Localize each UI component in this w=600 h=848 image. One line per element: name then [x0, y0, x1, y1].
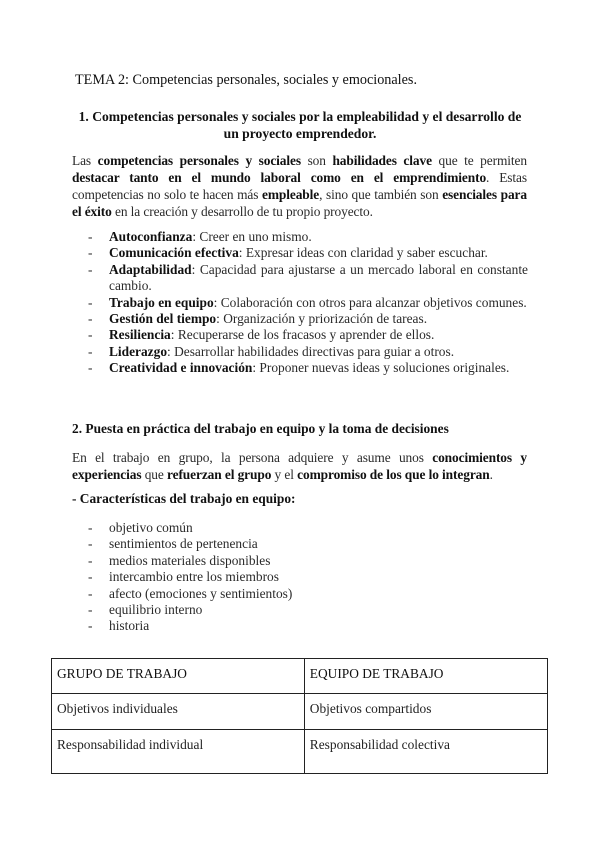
- dash-bullet: -: [88, 261, 93, 277]
- column-header: EQUIPO DE TRABAJO: [304, 659, 547, 694]
- competencies-list: [88, 229, 528, 377]
- intro-text: en la creación y desarrollo de tu propio proyecto.: [111, 204, 373, 219]
- characteristic-text: historia: [109, 618, 150, 634]
- intro-text: y el: [271, 467, 298, 482]
- intro-text: . Estas competencias no solo te hacen más: [72, 170, 527, 202]
- intro-text: que te permiten: [431, 153, 527, 168]
- list-item: [88, 245, 528, 261]
- characteristic-text: sentimientos de pertenencia: [109, 536, 258, 552]
- competency-term: Trabajo en equipo: [109, 294, 214, 310]
- competency-desc: : Creer en uno mismo.: [192, 229, 312, 244]
- intro-bold: habilidades clave: [332, 153, 432, 168]
- table-cell: Responsabilidad individual: [52, 730, 305, 774]
- intro-bold: refuerzan el grupo: [167, 467, 272, 482]
- list-item: [88, 295, 528, 311]
- section2-intro: [72, 449, 527, 483]
- list-item: [88, 536, 528, 552]
- list-item: [88, 311, 528, 327]
- intro-bold: conocimientos y experiencias: [72, 450, 527, 482]
- intro-text: que: [141, 467, 167, 482]
- competency-term: Liderazgo: [109, 343, 168, 359]
- characteristic-text: afecto (emociones y sentimientos): [109, 585, 293, 601]
- intro-bold: compromiso de los que lo integran: [297, 467, 490, 482]
- section1-heading: 1. Competencias personales y sociales por la empleabilidad y el desarrollo de un proyecto emprendedor.: [78, 109, 522, 141]
- list-item: [88, 586, 528, 602]
- table-cell: Responsabilidad colectiva: [304, 730, 547, 774]
- dash-bullet: -: [88, 585, 93, 601]
- intro-bold: empleable: [262, 187, 320, 202]
- list-item: [88, 602, 528, 618]
- column-header: GRUPO DE TRABAJO: [52, 659, 305, 694]
- section2-heading: 2. Puesta en práctica del trabajo en equipo y la toma de decisiones: [72, 421, 449, 436]
- intro-bold: esenciales para el éxito: [72, 187, 527, 219]
- section1-intro: [72, 152, 527, 220]
- characteristic-text: medios materiales disponibles: [109, 552, 271, 568]
- competency-desc: : Desarrollar habilidades directivas para guiar a otros.: [167, 343, 455, 359]
- list-item: [88, 553, 528, 569]
- competency-term: Creatividad e innovación: [109, 360, 253, 376]
- intro-bold: competencias personales y sociales: [97, 153, 301, 168]
- competency-desc: : Recuperarse de los fracasos y aprender de ellos.: [170, 327, 435, 343]
- table-header-row: [52, 659, 548, 694]
- dash-bullet: -: [88, 343, 93, 359]
- table-cell: Objetivos individuales: [52, 694, 305, 730]
- dash-bullet: -: [88, 311, 93, 327]
- list-item: [88, 618, 528, 634]
- list-item: [88, 520, 528, 536]
- dash-bullet: -: [88, 536, 93, 552]
- characteristic-text: equilibrio interno: [109, 602, 203, 618]
- list-item: [88, 327, 528, 343]
- table-row: [52, 730, 548, 774]
- intro-text: En el trabajo en grupo, la persona adquiere y asume unos: [72, 450, 433, 465]
- competency-desc: : Expresar ideas con claridad y saber escuchar.: [238, 245, 488, 261]
- dash-bullet: -: [88, 602, 93, 618]
- competency-desc: : Proponer nuevas ideas y soluciones originales.: [252, 360, 510, 376]
- intro-text: .: [489, 467, 493, 482]
- dash-bullet: -: [88, 294, 93, 310]
- dash-bullet: -: [88, 245, 93, 261]
- competency-desc: : Colaboración con otros para alcanzar objetivos comunes.: [213, 294, 527, 310]
- competency-desc: : Capacidad para ajustarse a un mercado laboral en constante cambio.: [109, 261, 528, 294]
- dash-bullet: -: [88, 229, 93, 244]
- dash-bullet: -: [88, 360, 93, 376]
- list-item: [88, 360, 528, 376]
- comparison-table: [51, 658, 548, 774]
- table-cell: Objetivos compartidos: [304, 694, 547, 730]
- dash-bullet: -: [88, 569, 93, 585]
- list-item: [88, 569, 528, 585]
- characteristics-heading: - Características del trabajo en equipo:: [72, 491, 296, 506]
- table-row: [52, 694, 548, 730]
- list-item: [88, 229, 528, 245]
- intro-text: , sino que también son: [319, 187, 443, 202]
- intro-bold: destacar tanto en el mundo laboral como en el emprendimiento: [72, 170, 487, 185]
- characteristic-text: intercambio entre los miembros: [109, 569, 279, 585]
- dash-bullet: -: [88, 520, 93, 535]
- competency-term: Adaptabilidad: [109, 261, 192, 277]
- characteristic-text: objetivo común: [109, 520, 193, 535]
- competency-term: Gestión del tiempo: [109, 311, 217, 327]
- competency-desc: : Organización y priorización de tareas.: [216, 311, 428, 327]
- list-item: [88, 262, 528, 295]
- competency-term: Comunicación efectiva: [109, 245, 239, 261]
- characteristics-list: [88, 520, 528, 635]
- competency-term: Resiliencia: [109, 327, 171, 343]
- dash-bullet: -: [88, 327, 93, 343]
- dash-bullet: -: [88, 552, 93, 568]
- page-title: TEMA 2: Competencias personales, sociales y emocionales.: [75, 72, 417, 88]
- dash-bullet: -: [88, 618, 93, 634]
- competency-term: Autoconfianza: [109, 229, 193, 244]
- intro-text: Las: [72, 153, 98, 168]
- list-item: [88, 344, 528, 360]
- intro-text: son: [300, 153, 333, 168]
